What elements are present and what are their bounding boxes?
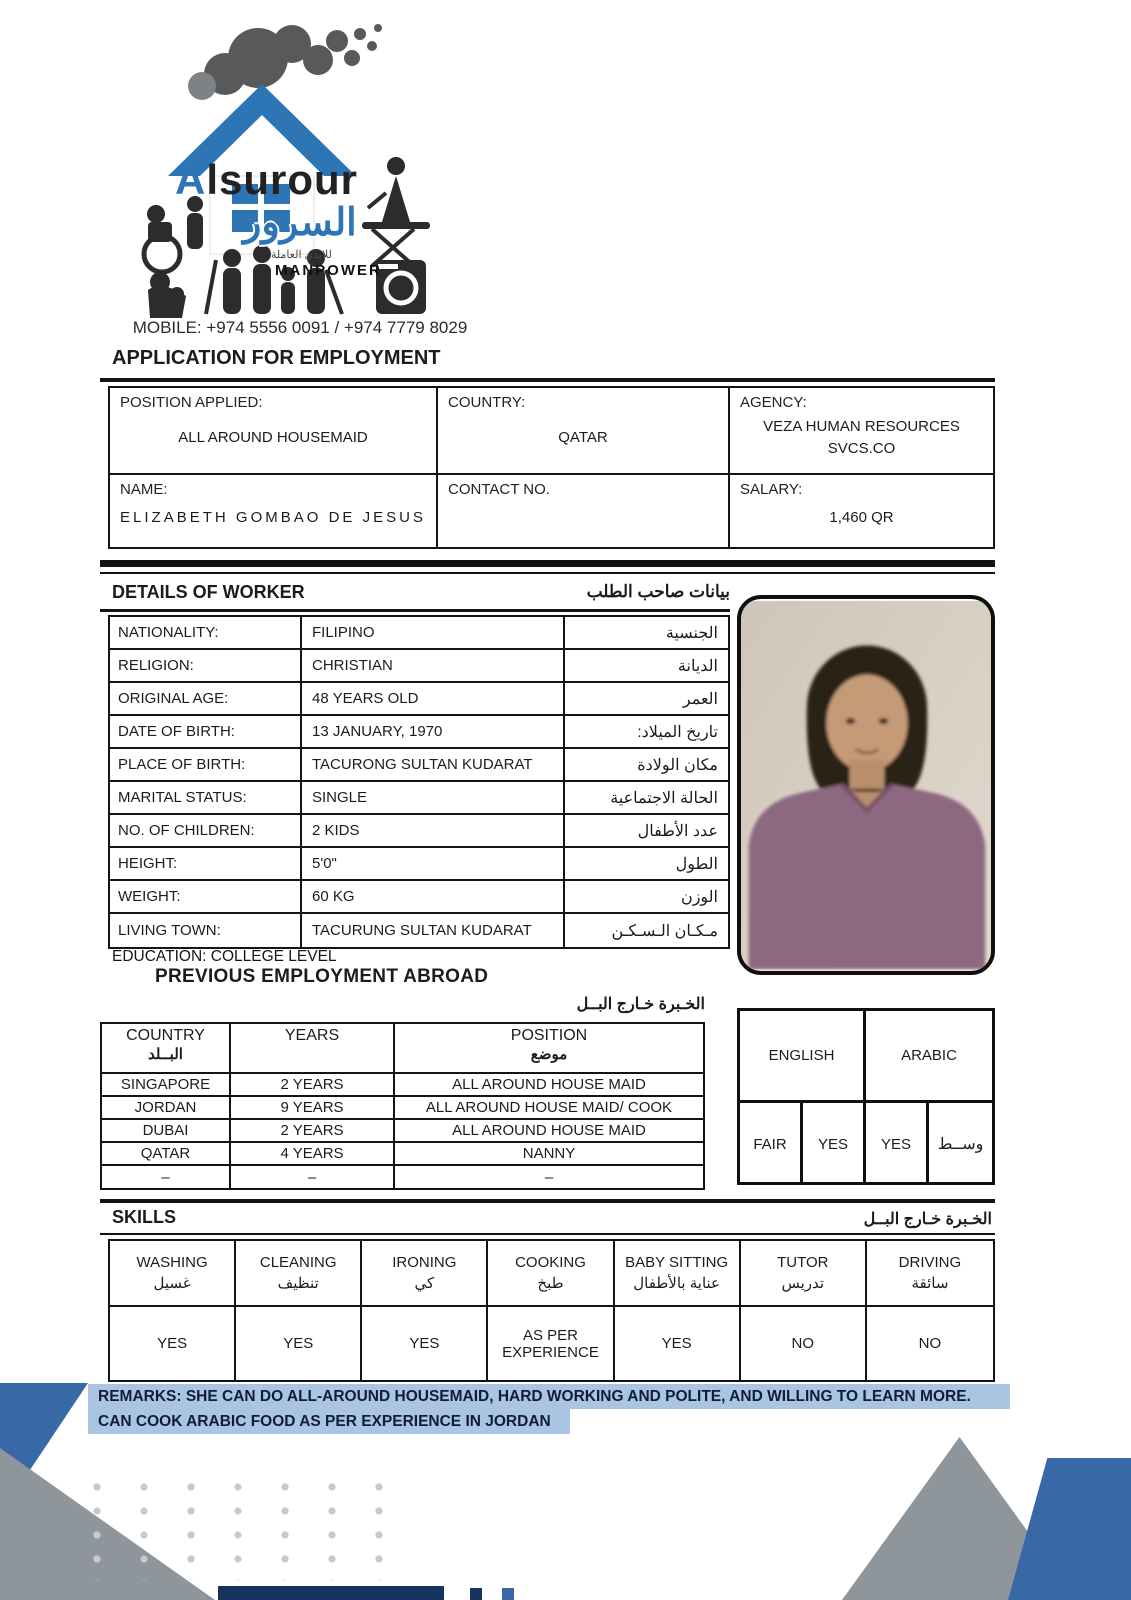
position-cell: [110, 388, 438, 475]
contact-value: [438, 498, 728, 547]
smoke-clouds-icon: [188, 24, 382, 100]
skill-arabic: سائقة: [911, 1275, 949, 1292]
employment-position: ALL AROUND HOUSE MAID/ COOK: [395, 1097, 703, 1120]
detail-value: TACURUNG SULTAN KUDARAT: [302, 914, 565, 947]
skill-header: [362, 1241, 488, 1307]
skill-label: TUTOR: [777, 1254, 829, 1271]
detail-arabic: الجنسية: [565, 617, 728, 650]
contact-cell: [438, 475, 730, 547]
agency-logo: [105, 8, 485, 318]
position-header-arabic: موضع: [530, 1046, 568, 1063]
employment-country-header: [102, 1024, 231, 1074]
decor-dot-grid: [92, 1482, 384, 1580]
position-label: POSITION APPLIED:: [120, 394, 263, 411]
employment-years: 2 YEARS: [231, 1074, 395, 1097]
employment-years: 4 YEARS: [231, 1143, 395, 1166]
detail-arabic: مكان الولادة: [565, 749, 728, 782]
english-level: FAIR: [740, 1103, 803, 1185]
skill-value: YES: [236, 1307, 362, 1380]
years-header-text: YEARS: [284, 1027, 340, 1044]
skill-header: [488, 1241, 614, 1307]
detail-label: WEIGHT:: [110, 881, 302, 914]
decor-blue-square: [502, 1588, 514, 1600]
details-section-title-arabic: بيانات صاحب الطلب: [586, 582, 730, 601]
employment-section-title: PREVIOUS EMPLOYMENT ABROAD: [155, 966, 489, 987]
detail-arabic: الوزن: [565, 881, 728, 914]
position-header-text: POSITION: [510, 1027, 588, 1044]
detail-arabic: تاريخ الميلاد:: [565, 716, 728, 749]
detail-value: TACURONG SULTAN KUDARAT: [302, 749, 565, 782]
brand-name-arabic: السرور: [243, 202, 357, 244]
employment-position: ALL AROUND HOUSE MAID: [395, 1074, 703, 1097]
application-summary-table: [108, 386, 995, 549]
employment-position-header: [395, 1024, 703, 1074]
country-header-text: COUNTRY: [126, 1027, 205, 1044]
remarks-line-2: CAN COOK ARABIC FOOD AS PER EXPERIENCE IN JORDAN: [88, 1409, 570, 1434]
worker-portrait-illustration: [741, 599, 991, 971]
arabic-label: ARABIC: [901, 1047, 957, 1064]
detail-label: DATE OF BIRTH:: [110, 716, 302, 749]
detail-label: MARITAL STATUS:: [110, 782, 302, 815]
decor-blue-bottom-right-band: [1008, 1458, 1131, 1600]
detail-value: FILIPINO: [302, 617, 565, 650]
skill-arabic: تنظيف: [277, 1275, 319, 1292]
skill-arabic: غسيل: [153, 1275, 191, 1292]
arabic-value: YES: [866, 1103, 929, 1185]
language-skills-table: [737, 1008, 995, 1185]
employment-position: –: [544, 1168, 554, 1186]
detail-value: SINGLE: [302, 782, 565, 815]
name-cell: [110, 475, 438, 547]
detail-arabic: مـكـان الـسـكـن: [611, 922, 718, 940]
details-title-rule: [100, 609, 730, 612]
english-value: YES: [803, 1103, 866, 1185]
name-value: ELIZABETH GOMBAO DE JESUS: [120, 509, 426, 527]
section-divider-thin: [100, 572, 995, 574]
decor-navy-bar: [218, 1586, 444, 1600]
skills-rule-bottom: [100, 1233, 995, 1235]
position-value: ALL AROUND HOUSEMAID: [178, 428, 368, 446]
salary-cell: [730, 475, 993, 547]
employment-years-header: [231, 1024, 395, 1074]
detail-label: NATIONALITY:: [110, 617, 302, 650]
contact-label: CONTACT NO.: [448, 481, 550, 498]
detail-label: PLACE OF BIRTH:: [110, 749, 302, 782]
skill-header: [741, 1241, 867, 1307]
detail-label: RELIGION:: [110, 650, 302, 683]
country-value: QATAR: [558, 428, 608, 446]
brand-name: Alsurour: [175, 156, 359, 203]
skill-value: YES: [362, 1307, 488, 1380]
detail-label: LIVING TOWN:: [110, 914, 302, 947]
skill-header: [236, 1241, 362, 1307]
employment-country: DUBAI: [102, 1120, 231, 1143]
skill-label: CLEANING: [259, 1254, 337, 1271]
skill-label: WASHING: [136, 1254, 208, 1271]
skills-table: [108, 1239, 995, 1382]
worker-photo: [737, 595, 995, 975]
detail-arabic: الديانة: [565, 650, 728, 683]
salary-label: SALARY:: [740, 481, 803, 498]
skill-header: [110, 1241, 236, 1307]
skill-arabic: كي: [414, 1275, 435, 1292]
skills-rule-top: [100, 1199, 995, 1203]
skill-header: [615, 1241, 741, 1307]
english-label: ENGLISH: [740, 1011, 866, 1100]
detail-arabic: الطول: [565, 848, 728, 881]
agency-label: AGENCY:: [740, 394, 807, 411]
detail-value: 13 JANUARY, 1970: [302, 716, 565, 749]
skill-value: YES: [110, 1307, 236, 1380]
employment-country: QATAR: [102, 1143, 231, 1166]
detail-arabic: العمر: [565, 683, 728, 716]
skills-section-title: SKILLS: [112, 1207, 177, 1227]
country-label: COUNTRY:: [448, 394, 526, 411]
agency-value: VEZA HUMAN RESOURCES SVCS.CO: [763, 417, 960, 457]
detail-value: CHRISTIAN: [302, 650, 565, 683]
brand-tagline-arabic: للايدي العاملة: [271, 249, 332, 261]
detail-arabic: عدد الأطفال: [565, 815, 728, 848]
detail-value: 2 KIDS: [302, 815, 565, 848]
agency-cell: [730, 388, 993, 475]
employment-country: –: [102, 1166, 231, 1188]
detail-value: 60 KG: [302, 881, 565, 914]
decor-navy-square: [470, 1588, 482, 1600]
skill-value: NO: [741, 1307, 867, 1380]
employment-section-title-arabic: الخـبرة خـارج البــل: [576, 996, 705, 1013]
skill-value: AS PER EXPERIENCE: [488, 1307, 614, 1380]
skill-label: DRIVING: [898, 1254, 962, 1271]
detail-label: HEIGHT:: [110, 848, 302, 881]
employment-country: JORDAN: [102, 1097, 231, 1120]
details-section-title: DETAILS OF WORKER: [112, 582, 305, 602]
employment-years: 9 YEARS: [231, 1097, 395, 1120]
employment-years: –: [231, 1166, 395, 1188]
skill-label: IRONING: [392, 1254, 457, 1271]
skills-section-title-arabic: الخـبرة خـارج البــل: [863, 1211, 992, 1228]
skill-value: YES: [615, 1307, 741, 1380]
employment-history-table: [100, 1022, 705, 1190]
skill-header: [867, 1241, 993, 1307]
detail-value: 48 YEARS OLD: [302, 683, 565, 716]
employment-position: ALL AROUND HOUSE MAID: [395, 1120, 703, 1143]
skill-arabic: عناية بالأطفال: [633, 1275, 720, 1292]
remarks-line-1: REMARKS: SHE CAN DO ALL-AROUND HOUSEMAID, HARD WORKING AND POLITE, AND WILLING TO LEARN MORE.: [88, 1384, 1010, 1409]
detail-arabic: الحالة الاجتماعية: [565, 782, 728, 815]
employment-country: SINGAPORE: [102, 1074, 231, 1097]
employment-position: NANNY: [395, 1143, 703, 1166]
country-header-arabic: البــلد: [148, 1046, 183, 1063]
arabic-level: وســط: [937, 1136, 984, 1153]
section-divider-thick: [100, 560, 995, 567]
skill-arabic: تدريس: [781, 1275, 825, 1292]
salary-value: 1,460 QR: [829, 509, 894, 527]
country-cell: [438, 388, 730, 475]
worker-details-table: [108, 615, 730, 949]
skill-value: NO: [918, 1335, 942, 1352]
name-label: NAME:: [120, 481, 168, 498]
brand-manpower-label: MANPOWER: [275, 262, 382, 279]
mobile-numbers: MOBILE: +974 5556 0091 / +974 7779 8029: [132, 318, 468, 337]
detail-label: NO. OF CHILDREN:: [110, 815, 302, 848]
skill-label: BABY SITTING: [625, 1254, 729, 1271]
title-rule: [100, 378, 995, 382]
skill-label: COOKING: [515, 1254, 586, 1271]
employment-years: 2 YEARS: [231, 1120, 395, 1143]
education-line: EDUCATION: COLLEGE LEVEL: [112, 948, 337, 965]
skill-arabic: طبخ: [537, 1275, 564, 1292]
detail-value: 5'0": [302, 848, 565, 881]
page-title: APPLICATION FOR EMPLOYMENT: [112, 347, 441, 369]
detail-label: ORIGINAL AGE:: [110, 683, 302, 716]
